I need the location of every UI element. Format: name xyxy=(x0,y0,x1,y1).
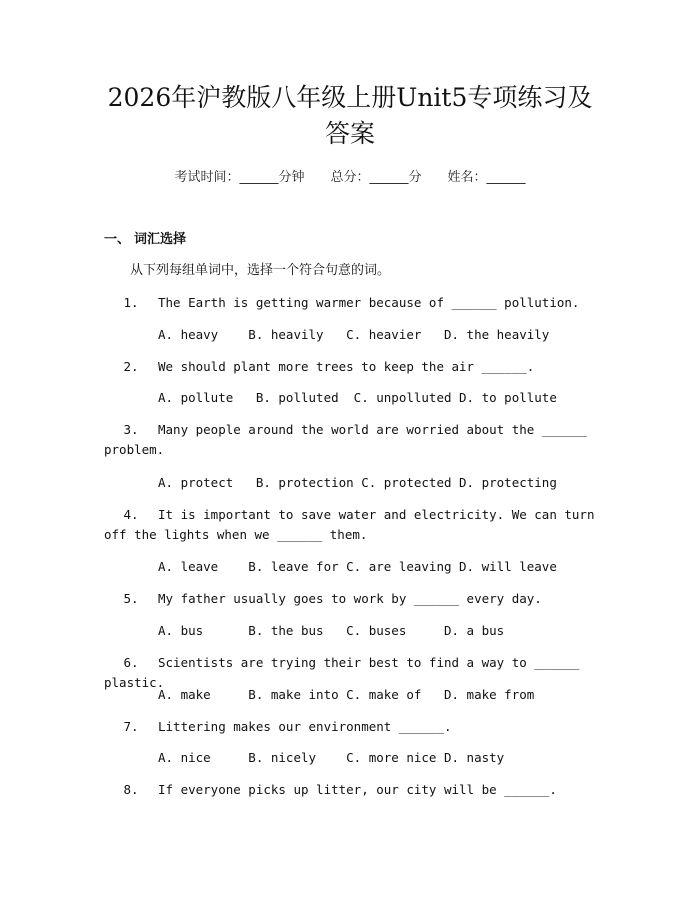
question-number: 4. xyxy=(123,507,139,522)
section-instruction: 从下列每组单词中，选择一个符合句意的词。 xyxy=(130,263,391,278)
section-title: 词汇选择 xyxy=(134,232,187,247)
question-number: 5. xyxy=(123,591,139,606)
title-line-2: 答案 xyxy=(324,119,375,148)
exam-time: 考试时间：______分钟 xyxy=(174,170,305,185)
question-text: The Earth is getting warmer because of ______ pollution. xyxy=(158,295,580,310)
exam-info xyxy=(0,168,700,188)
question-text: It is important to save water and electricity. We can turn off the lights when we ______ them. xyxy=(104,507,603,542)
question-text: Littering makes our environment ______. xyxy=(158,719,452,734)
question-3-options: A. protect B. protection C. protected D. protecting xyxy=(158,475,557,490)
title-line-1: 2026年沪教版八年级上册Unit5专项练习及 xyxy=(107,83,593,112)
question-number: 2. xyxy=(123,359,139,374)
question-5 xyxy=(104,589,604,609)
question-text: My father usually goes to work by ______ every day. xyxy=(158,591,542,606)
question-text: We should plant more trees to keep the air ______. xyxy=(158,359,535,374)
question-4-options: A. leave B. leave for C. are leaving D. will leave xyxy=(158,559,557,574)
question-6-options: A. make B. make into C. make of D. make from xyxy=(158,687,535,702)
question-3 xyxy=(104,420,604,460)
question-text: Many people around the world are worried about the ______ problem. xyxy=(104,422,595,457)
question-2 xyxy=(104,357,604,377)
question-1 xyxy=(104,293,604,313)
question-number: 3. xyxy=(123,422,139,437)
section-heading xyxy=(104,230,186,250)
question-2-options: A. pollute B. polluted C. unpolluted D. to pollute xyxy=(158,390,557,405)
question-4 xyxy=(104,505,604,545)
section-number: 一、 xyxy=(104,232,131,247)
question-5-options: A. bus B. the bus C. buses D. a bus xyxy=(158,623,505,638)
question-text: Scientists are trying their best to find a way to ______ plastic. xyxy=(104,655,587,690)
student-name: 姓名：______ xyxy=(447,170,526,185)
question-1-options: A. heavy B. heavily C. heavier D. the heavily xyxy=(158,327,550,342)
question-number: 1. xyxy=(123,295,139,310)
exam-score: 总分：______分 xyxy=(330,170,422,185)
question-7 xyxy=(104,717,604,737)
question-7-options: A. nice B. nicely C. more nice D. nasty xyxy=(158,750,505,765)
question-number: 8. xyxy=(123,782,139,797)
page-title xyxy=(0,80,700,152)
question-8 xyxy=(104,780,604,800)
question-text: If everyone picks up litter, our city will be ______. xyxy=(158,782,557,797)
question-number: 7. xyxy=(123,719,139,734)
question-number: 6. xyxy=(123,655,139,670)
